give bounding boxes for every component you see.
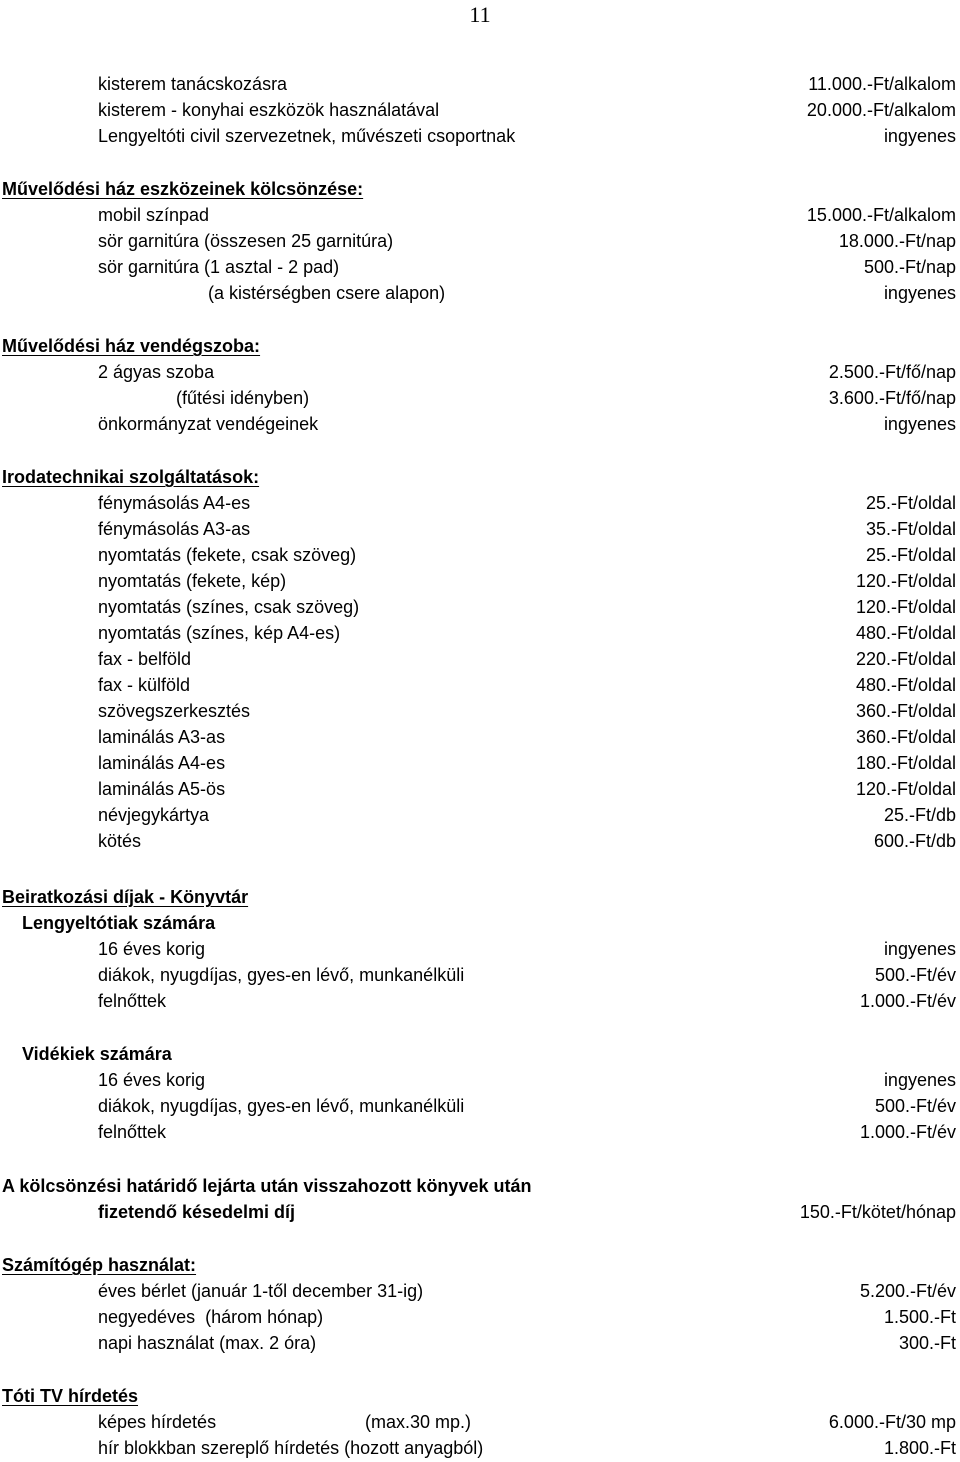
price-row-label: sör garnitúra (1 asztal - 2 pad) bbox=[98, 257, 340, 277]
price-row bbox=[0, 724, 960, 750]
price-row-value: 220.-Ft/oldal bbox=[855, 649, 956, 669]
subsection-heading-text: Vidékiek számára bbox=[22, 1044, 172, 1064]
price-row-value: 300.-Ft bbox=[898, 1333, 956, 1353]
price-row bbox=[0, 1093, 960, 1119]
price-row-label: kisterem - konyhai eszközök használatával bbox=[98, 100, 440, 120]
price-row bbox=[0, 385, 960, 411]
price-row-label: sör garnitúra (összesen 25 garnitúra) bbox=[98, 231, 394, 251]
price-row-label: diákok, nyugdíjas, gyes-en lévő, munkanélküli bbox=[98, 1096, 465, 1116]
price-row-value: 600.-Ft/db bbox=[873, 831, 956, 851]
section-heading bbox=[0, 176, 960, 202]
price-row-value: 11.000.-Ft/alkalom bbox=[808, 74, 956, 94]
price-row bbox=[0, 97, 960, 123]
price-row-value: 500.-Ft/év bbox=[874, 1096, 956, 1116]
price-row bbox=[0, 988, 960, 1014]
price-row-value: ingyenes bbox=[883, 1070, 956, 1090]
section-heading bbox=[0, 884, 960, 910]
subsection-heading-text: Lengyeltótiak számára bbox=[22, 913, 216, 933]
price-row-label: laminálás A4-es bbox=[98, 753, 226, 773]
price-row-label: felnőttek bbox=[98, 991, 167, 1011]
price-row-value: 25.-Ft/oldal bbox=[865, 493, 956, 513]
price-row bbox=[0, 698, 960, 724]
price-row-label: fénymásolás A3-as bbox=[98, 519, 251, 539]
price-row-value: 480.-Ft/oldal bbox=[855, 675, 956, 695]
page-number: 11 bbox=[469, 2, 491, 27]
price-row bbox=[0, 594, 960, 620]
section-heading-text: Irodatechnikai szolgáltatások: bbox=[2, 467, 260, 487]
price-row-label: mobil színpad bbox=[98, 205, 210, 225]
price-row bbox=[0, 620, 960, 646]
section-heading bbox=[0, 464, 960, 490]
price-row-label: nyomtatás (fekete, kép) bbox=[98, 571, 287, 591]
price-row-label: nyomtatás (fekete, csak szöveg) bbox=[98, 545, 357, 565]
price-row bbox=[0, 71, 960, 97]
price-row-label: éves bérlet (január 1-től december 31-ig) bbox=[98, 1281, 424, 1301]
price-row-value: 1.000.-Ft/év bbox=[859, 991, 956, 1011]
price-row-label: önkormányzat vendégeinek bbox=[98, 414, 319, 434]
price-row-value: 5.200.-Ft/év bbox=[859, 1281, 956, 1301]
price-row-value: 25.-Ft/db bbox=[883, 805, 956, 825]
price-row-value: 360.-Ft/oldal bbox=[855, 701, 956, 721]
price-row-label: kisterem tanácskozásra bbox=[98, 74, 288, 94]
price-row-label: fax - külföld bbox=[98, 675, 191, 695]
price-row bbox=[0, 123, 960, 149]
price-row-value: 35.-Ft/oldal bbox=[865, 519, 956, 539]
price-row-label: nyomtatás (színes, csak szöveg) bbox=[98, 597, 360, 617]
price-row bbox=[0, 828, 960, 854]
price-row-value: 6.000.-Ft/30 mp bbox=[828, 1412, 956, 1432]
price-row-value: 120.-Ft/oldal bbox=[855, 597, 956, 617]
price-row-label: szövegszerkesztés bbox=[98, 701, 251, 721]
price-row bbox=[0, 776, 960, 802]
late-fee-row bbox=[0, 1199, 960, 1225]
late-fee-text-line1: A kölcsönzési határidő lejárta után visszahozott könyvek után bbox=[2, 1176, 532, 1196]
price-row-label: (fűtési idényben) bbox=[176, 388, 310, 408]
price-row-label: negyedéves (három hónap) bbox=[98, 1307, 324, 1327]
price-row bbox=[0, 1119, 960, 1145]
price-row-value: ingyenes bbox=[883, 939, 956, 959]
price-row-value: 3.600.-Ft/fő/nap bbox=[828, 388, 956, 408]
price-row bbox=[0, 359, 960, 385]
price-row-label: névjegykártya bbox=[98, 805, 210, 825]
section-heading-text: Művelődési ház eszközeinek kölcsönzése: bbox=[2, 179, 364, 199]
price-row-note: (max.30 mp.) bbox=[365, 1412, 472, 1432]
price-row bbox=[0, 1304, 960, 1330]
price-row-label: fax - belföld bbox=[98, 649, 192, 669]
late-fee-text-line2: fizetendő késedelmi díj bbox=[98, 1202, 296, 1222]
price-row-value: 1.500.-Ft bbox=[883, 1307, 956, 1327]
section-heading bbox=[0, 1383, 960, 1409]
subsection-heading bbox=[0, 1041, 960, 1067]
price-row bbox=[0, 490, 960, 516]
section-heading-text: Művelődési ház vendégszoba: bbox=[2, 336, 261, 356]
price-row-value: 15.000.-Ft/alkalom bbox=[806, 205, 956, 225]
price-row bbox=[0, 411, 960, 437]
price-row-value: 480.-Ft/oldal bbox=[855, 623, 956, 643]
price-row-value: 1.000.-Ft/év bbox=[859, 1122, 956, 1142]
price-row-value: 25.-Ft/oldal bbox=[865, 545, 956, 565]
price-row bbox=[0, 1067, 960, 1093]
price-row-label: képes hírdetés bbox=[98, 1412, 217, 1432]
price-row-label: laminálás A5-ös bbox=[98, 779, 226, 799]
price-row bbox=[0, 516, 960, 542]
price-row bbox=[0, 1278, 960, 1304]
late-fee-value: 150.-Ft/kötet/hónap bbox=[799, 1202, 956, 1222]
price-row bbox=[0, 202, 960, 228]
price-row bbox=[0, 542, 960, 568]
price-row bbox=[0, 1409, 960, 1435]
price-row bbox=[0, 1330, 960, 1356]
price-row-label: Lengyeltóti civil szervezetnek, művészeti csoportnak bbox=[98, 126, 516, 146]
price-row bbox=[0, 672, 960, 698]
price-row-value: 500.-Ft/nap bbox=[863, 257, 956, 277]
price-row bbox=[0, 802, 960, 828]
price-row-value: ingyenes bbox=[883, 126, 956, 146]
price-row-value: 120.-Ft/oldal bbox=[855, 571, 956, 591]
price-row bbox=[0, 568, 960, 594]
section-heading-text: Tóti TV hírdetés bbox=[2, 1386, 139, 1406]
late-fee-row bbox=[0, 1173, 960, 1199]
section-heading-text: Beiratkozási díjak - Könyvtár bbox=[2, 887, 249, 907]
price-row-label: laminálás A3-as bbox=[98, 727, 226, 747]
price-row-value: 2.500.-Ft/fő/nap bbox=[828, 362, 956, 382]
price-row bbox=[0, 750, 960, 776]
price-row-label: kötés bbox=[98, 831, 142, 851]
price-row-value: ingyenes bbox=[883, 414, 956, 434]
price-row bbox=[0, 936, 960, 962]
price-row-label: fénymásolás A4-es bbox=[98, 493, 251, 513]
price-row-label: hír blokkban szereplő hírdetés (hozott anyagból) bbox=[98, 1438, 484, 1458]
price-row-value: 1.800.-Ft bbox=[883, 1438, 956, 1458]
price-row-label: 16 éves korig bbox=[98, 1070, 206, 1090]
price-row bbox=[0, 254, 960, 280]
price-row-value: 18.000.-Ft/nap bbox=[838, 231, 956, 251]
price-row-value: 120.-Ft/oldal bbox=[855, 779, 956, 799]
price-row-label: napi használat (max. 2 óra) bbox=[98, 1333, 317, 1353]
price-row bbox=[0, 962, 960, 988]
price-row-label: 2 ágyas szoba bbox=[98, 362, 215, 382]
price-row bbox=[0, 280, 960, 306]
price-row-label: (a kistérségben csere alapon) bbox=[208, 283, 446, 303]
price-row-value: ingyenes bbox=[883, 283, 956, 303]
section-heading bbox=[0, 1252, 960, 1278]
price-row bbox=[0, 646, 960, 672]
price-row bbox=[0, 1435, 960, 1461]
subsection-heading bbox=[0, 910, 960, 936]
price-row-value: 20.000.-Ft/alkalom bbox=[806, 100, 956, 120]
section-heading bbox=[0, 333, 960, 359]
section-heading-text: Számítógép használat: bbox=[2, 1255, 197, 1275]
price-row-label: felnőttek bbox=[98, 1122, 167, 1142]
price-row-label: diákok, nyugdíjas, gyes-en lévő, munkanélküli bbox=[98, 965, 465, 985]
price-row-label: nyomtatás (színes, kép A4-es) bbox=[98, 623, 341, 643]
price-row-value: 500.-Ft/év bbox=[874, 965, 956, 985]
price-row-value: 360.-Ft/oldal bbox=[855, 727, 956, 747]
price-row-label: 16 éves korig bbox=[98, 939, 206, 959]
price-row-value: 180.-Ft/oldal bbox=[855, 753, 956, 773]
price-row bbox=[0, 228, 960, 254]
